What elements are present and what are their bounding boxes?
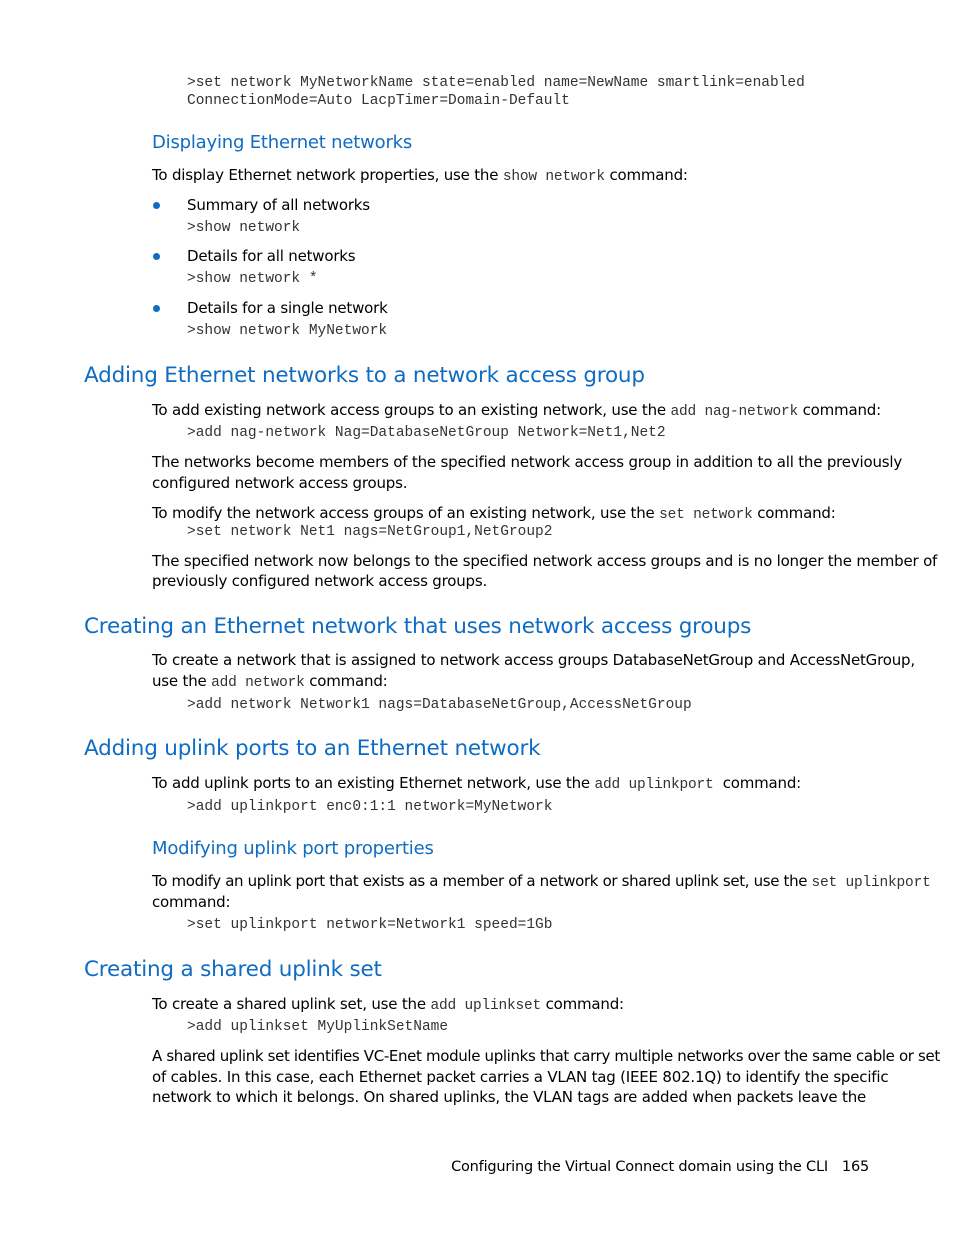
inline-code: add uplinkport bbox=[594, 777, 714, 793]
paragraph-line: previously configured network access groups. bbox=[152, 572, 488, 590]
section-heading-shared-uplink: Creating a shared uplink set bbox=[84, 957, 382, 982]
code-line: ConnectionMode=Auto LacpTimer=Domain-Default bbox=[187, 93, 570, 109]
inline-code: add nag-network bbox=[670, 404, 799, 420]
paragraph-line: The specified network now belongs to the specified network access groups and is no longer the member of bbox=[152, 552, 938, 570]
code-line: >show network MyNetwork bbox=[187, 323, 388, 339]
text-run: To display Ethernet network properties, use the bbox=[152, 166, 503, 184]
footer-title: Configuring the Virtual Connect domain using the CLI bbox=[451, 1159, 828, 1175]
text-run: command: bbox=[752, 504, 836, 522]
list-item: Details for a single network bbox=[187, 299, 388, 317]
code-line: >set network Net1 nags=NetGroup1,NetGroup2 bbox=[187, 524, 553, 540]
text-run: To add uplink ports to an existing Ethernet network, use the bbox=[152, 774, 595, 792]
paragraph-line: To create a network that is assigned to network access groups DatabaseNetGroup and AccessNetGroup, bbox=[152, 651, 915, 669]
inline-code: add uplinkset bbox=[430, 998, 541, 1014]
text-run: To create a shared uplink set, use the bbox=[152, 995, 431, 1013]
inline-code: show network bbox=[502, 169, 605, 185]
text-run: command: bbox=[798, 401, 881, 419]
paragraph-line: The networks become members of the specified network access group in addition to all the previously bbox=[152, 453, 903, 471]
paragraph-line: configured network access groups. bbox=[152, 474, 408, 492]
paragraph-line: network to which it belongs. On shared uplinks, the VLAN tags are added when packets leave the bbox=[152, 1088, 867, 1106]
section-heading-creating-nag-network: Creating an Ethernet network that uses network access groups bbox=[84, 614, 752, 639]
paragraph-line: A shared uplink set identifies VC-Enet module uplinks that carry multiple networks over the same cable or set bbox=[152, 1047, 940, 1065]
paragraph bbox=[152, 400, 881, 423]
paragraph bbox=[152, 671, 388, 694]
bullet-icon bbox=[153, 202, 160, 209]
text-run: command: bbox=[304, 672, 388, 690]
inline-code: add network bbox=[211, 675, 305, 691]
text-run: command: bbox=[541, 995, 624, 1013]
paragraph bbox=[152, 994, 624, 1017]
code-line: >set network MyNetworkName state=enabled name=NewName smartlink=enabled bbox=[187, 75, 805, 91]
section-heading-adding-uplink: Adding uplink ports to an Ethernet network bbox=[84, 736, 541, 761]
section-heading-adding-nag: Adding Ethernet networks to a network access group bbox=[84, 363, 645, 388]
list-item: Summary of all networks bbox=[187, 196, 370, 214]
section-heading-modifying-uplink: Modifying uplink port properties bbox=[152, 838, 434, 859]
paragraph-line: command: bbox=[152, 893, 231, 911]
code-line: >add uplinkset MyUplinkSetName bbox=[187, 1019, 449, 1035]
paragraph bbox=[152, 773, 801, 796]
bullet-icon bbox=[153, 253, 160, 260]
paragraph-line: of cables. In this case, each Ethernet packet carries a VLAN tag (IEEE 802.1Q) to identify the specific bbox=[152, 1068, 889, 1086]
text-run: To modify an uplink port that exists as a member of a network or shared uplink set, use the bbox=[152, 872, 812, 890]
code-line: >add uplinkport enc0:1:1 network=MyNetwork bbox=[187, 799, 553, 815]
inline-code: set uplinkport bbox=[811, 875, 931, 891]
text-run: To add existing network access groups to an existing network, use the bbox=[152, 401, 671, 419]
paragraph bbox=[152, 871, 931, 894]
text-run: command: bbox=[604, 166, 688, 184]
text-run: use the bbox=[152, 672, 212, 690]
section-heading-displaying-networks: Displaying Ethernet networks bbox=[152, 132, 413, 153]
code-line: >show network bbox=[187, 220, 301, 236]
list-item: Details for all networks bbox=[187, 247, 356, 265]
inline-code: set network bbox=[659, 507, 753, 523]
page-footer bbox=[451, 1158, 869, 1176]
code-line: >set uplinkport network=Network1 speed=1Gb bbox=[187, 917, 553, 933]
paragraph bbox=[152, 165, 688, 188]
code-line: >show network * bbox=[187, 271, 318, 287]
text-run: command: bbox=[713, 774, 802, 792]
code-line: >add network Network1 nags=DatabaseNetGroup,AccessNetGroup bbox=[187, 697, 692, 713]
code-line: >add nag-network Nag=DatabaseNetGroup Network=Net1,Net2 bbox=[187, 425, 666, 441]
page-number: 165 bbox=[841, 1159, 869, 1175]
text-run: To modify the network access groups of an existing network, use the bbox=[152, 504, 660, 522]
bullet-icon bbox=[153, 305, 160, 312]
